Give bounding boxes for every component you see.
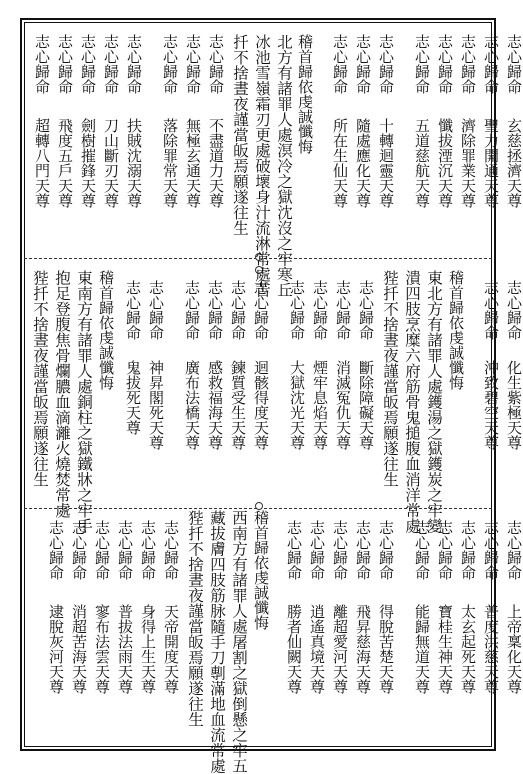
middle-text-column: 志心歸命 [311,280,329,340]
bottom-text-column: 消超苦海天尊 [70,604,88,694]
top-text-column: 志心歸命 [161,34,179,94]
middle-text-column: 狴扦不捨晝夜謹當皈焉願遂往生 [381,270,399,487]
top-text-column: 志心歸命 [79,34,97,94]
top-text-column: 扶賊沈溺天尊 [125,118,143,208]
bottom-text-column: 志心歸命 [162,520,180,580]
bottom-text-column: 逮脫灰河天尊 [47,604,65,694]
top-text-column: 不盡道力天尊 [207,118,225,208]
top-text-column: 刀山斷刃天尊 [102,118,120,208]
bottom-text-column: 飛昇慈海天尊 [354,604,372,694]
binding-hole-icon [255,502,263,510]
middle-text-column: 志心歸命 [334,280,352,340]
bottom-text-column: 寥布法雲天尊 [93,604,111,694]
middle-text-column: 志心歸命 [252,280,270,340]
top-text-column: 五道慈航天尊 [413,118,431,208]
bottom-text-column: 得脫苦楚天尊 [377,604,395,694]
bottom-text-column: 身得上生天尊 [139,604,157,694]
middle-text-column: 鍊質受生天尊 [229,360,247,450]
top-text-column: 志心歸命 [436,34,454,94]
middle-text-column: 迴骸得度天尊 [252,360,270,450]
bottom-text-column: 逍遙真境天尊 [308,604,326,694]
top-text-column: 志心歸命 [505,34,523,94]
bottom-text-column: 志心歸命 [354,520,372,580]
middle-text-column: 志心歸命 [147,280,165,340]
bottom-text-column: 天帝開度天尊 [162,604,180,694]
middle-text-column: 志心歸命 [229,280,247,340]
top-text-column: 志心歸命 [482,34,500,94]
bottom-text-column: 志心歸命 [285,520,303,580]
top-text-column: 落除罪常天尊 [161,118,179,208]
top-text-column: 扦不捨晝夜謹當皈焉願遂往生 [231,34,249,236]
middle-text-column: 志心歸命 [183,280,201,340]
middle-text-column: 大獄沈光天尊 [288,360,306,450]
middle-text-column: 廣布法橋天尊 [183,360,201,450]
middle-text-column: 沖致碧空天尊 [482,360,500,450]
top-text-column: 超轉八門天尊 [33,118,51,208]
bottom-text-column: 志心歸命 [413,520,431,580]
middle-text-column: 東北方有諸罪人處鑊湯之獄鑊炭之牢變 [425,270,443,534]
bottom-text-column: 勝者仙闕天尊 [285,604,303,694]
bottom-text-column: 太玄起死天尊 [459,604,477,694]
middle-text-column: 志心歸命 [357,280,375,340]
bottom-text-column: 普度洪慈天尊 [482,604,500,694]
top-text-column: 志心歸命 [56,34,74,94]
middle-text-column: 狴扦不捨晝夜謹當皈焉願遂往生 [31,270,49,487]
top-text-column: 懺拔湮沉天尊 [436,118,454,208]
bottom-text-column: 能歸無道天尊 [413,604,431,694]
middle-text-column: 志心歸命 [505,280,523,340]
middle-text-column: 消滅冤仇天尊 [334,360,352,450]
bottom-text-column: 狴扦不捨晝夜謹當皈焉願遂往生 [186,510,204,727]
bottom-text-column: 離超愛河天尊 [331,604,349,694]
bottom-text-column: 寶桂生神天尊 [436,604,454,694]
top-text-column: 志心歸命 [207,34,225,94]
middle-text-column: 志心歸命 [288,280,306,340]
bottom-text-column: 志心歸命 [505,520,523,580]
middle-text-column: 感救福海天尊 [206,360,224,450]
top-text-column: 稽首歸依虔誠懺悔 [296,34,314,154]
bottom-text-column: 志心歸命 [116,520,134,580]
top-text-column: 志心歸命 [413,34,431,94]
top-text-column: 北方有諸罪人處溟冷之獄沈沒之牢寒丘 [275,34,293,298]
middle-text-column: 鬼拔死天尊 [124,360,142,435]
bottom-text-column: 志心歸命 [93,520,111,580]
middle-text-column: 潰四肢烹糜六府筋骨鬼搥腹血消洋常處 [403,270,421,534]
bottom-text-column: 志心歸命 [331,520,349,580]
bottom-text-column: 志心歸命 [459,520,477,580]
middle-text-column: 志心歸命 [124,280,142,340]
top-text-column: 志心歸命 [125,34,143,94]
bottom-text-column: 志心歸命 [482,520,500,580]
top-text-column: 聖力開通天尊 [482,118,500,208]
middle-text-column: 斷除障礙天尊 [357,360,375,450]
bottom-text-column: 稽首歸依虔誠懺悔 [252,510,270,630]
middle-text-column: 稽首歸依虔誠懺悔 [447,270,465,390]
bottom-text-column: 志心歸命 [70,520,88,580]
middle-text-column: 志心歸命 [482,280,500,340]
top-text-column: 十轉迴靈天尊 [377,118,395,208]
bottom-text-column: 上帝稟化天尊 [505,604,523,694]
middle-text-column: 化生紫極天尊 [505,360,523,450]
top-text-column: 志心歸命 [354,34,372,94]
middle-text-column: 神昇閣死天尊 [147,360,165,450]
middle-text-column: 稽首歸依虔誠懺悔 [97,270,115,390]
bottom-text-column: 普拔法雨天尊 [116,604,134,694]
bottom-text-column: 志心歸命 [47,520,65,580]
bottom-text-column: 西南方有諸罪人處屠割之獄倒懸之牢五 [230,510,248,774]
bottom-text-column: 藏拔膚四肢筋脉隨手刀剸滿地血流常處 [208,510,226,774]
top-text-column: 志心歸命 [33,34,51,94]
top-text-column: 飛度五戶天尊 [56,118,74,208]
top-text-column: 所在生仙天尊 [331,118,349,208]
top-text-column: 無極玄通天尊 [184,118,202,208]
bottom-text-column: 志心歸命 [139,520,157,580]
bottom-text-column: 志心歸命 [377,520,395,580]
top-text-column: 濟除罪業天尊 [459,118,477,208]
bottom-text-column: 志心歸命 [436,520,454,580]
top-text-column: 志心歸命 [331,34,349,94]
middle-text-column: 抱足登腹焦骨爛膿血滴灕火燒焚常處 [53,270,71,518]
top-text-column: 志心歸命 [377,34,395,94]
top-text-column: 志心歸命 [184,34,202,94]
top-text-column: 志心歸命 [102,34,120,94]
top-text-column: 志心歸命 [459,34,477,94]
middle-text-column: 煙牢息焰天尊 [311,360,329,450]
bottom-text-column: 志心歸命 [308,520,326,580]
top-text-column: 劍樹摧鋒天尊 [79,118,97,208]
middle-text-column: 東南方有諸罪人處銅柱之獄鐵牀之牢手 [75,270,93,534]
middle-text-column: 志心歸命 [206,280,224,340]
top-text-column: 冰池雪嶺霜刃更處破壞身汁流淋常處苦 [253,34,271,298]
top-text-column: 玄慈拯濟天尊 [505,118,523,208]
top-text-column: 隨處應化天尊 [354,118,372,208]
